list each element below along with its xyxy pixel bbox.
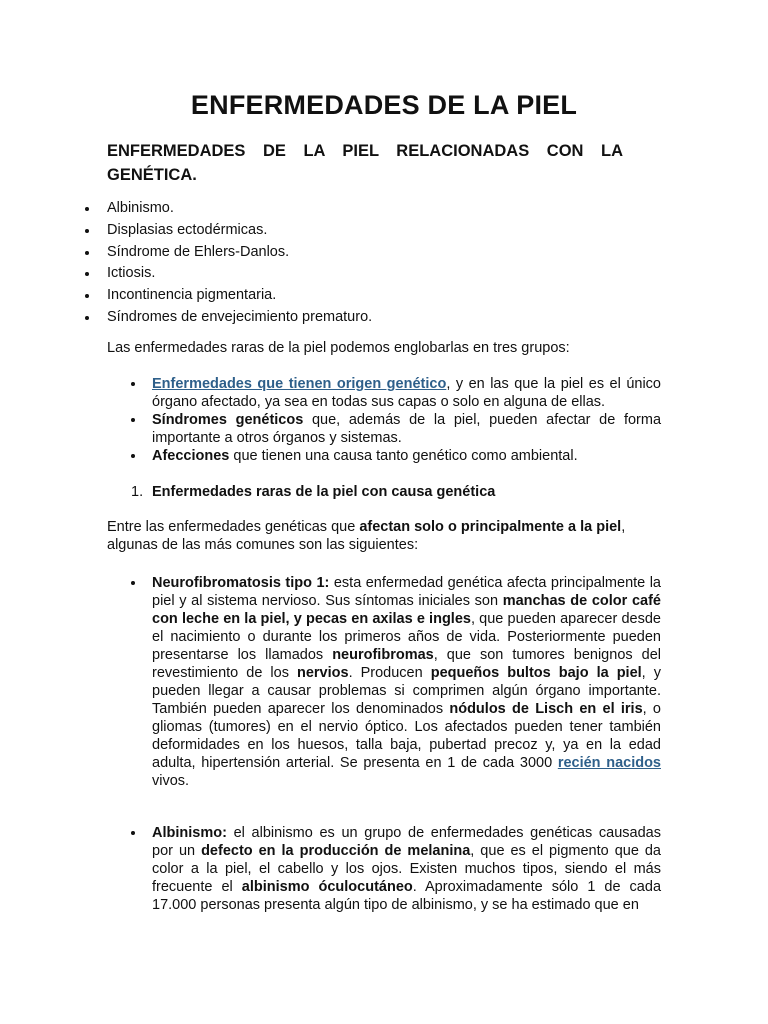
text-bold: manchas de color café con leche en la piel, y pecas en axilas e ingles: [152, 593, 661, 627]
section-subtitle: ENFERMEDADES DE LA PIEL RELACIONADAS CON LA GENÉTICA.: [107, 142, 623, 184]
text-run: vivos.: [152, 773, 190, 789]
list-item-bold: Síndromes genéticos: [152, 412, 304, 428]
text-run: , o gliomas (tumores) en el nervio óptico. Los afectados pueden tener también deformidades en los huesos, talla baja, pubertad precoz y, ya en la edad adulta, hipertensión arterial. Se presenta en 1 de cada 3000: [152, 701, 661, 771]
list-item: Síndromes de envejecimiento prematuro.: [0, 307, 372, 329]
list-item: [0, 411, 661, 447]
list-item: [0, 824, 661, 914]
intro-paragraph: Las enfermedades raras de la piel podemos englobarlas en tres grupos:: [107, 340, 570, 356]
list-item-bold: Afecciones: [152, 448, 230, 464]
genetic-origin-link[interactable]: Enfermedades que tienen origen genético: [152, 376, 447, 392]
section-heading: Enfermedades raras de la piel con causa genética: [152, 484, 496, 500]
paragraph: [107, 518, 661, 554]
text-bold: Albinismo:: [152, 825, 227, 841]
list-item: [0, 574, 661, 790]
list-item: Ictiosis.: [0, 263, 372, 285]
genetic-diseases-list: [0, 198, 372, 329]
list-item-text: que tienen una causa tanto genético como ambiental.: [229, 448, 578, 464]
section-number: 1.: [131, 484, 144, 500]
neurofibromatosis-list: [0, 574, 661, 790]
list-item: Síndrome de Ehlers-Danlos.: [0, 242, 372, 264]
text-run: Entre las enfermedades genéticas que: [107, 519, 360, 535]
list-item: [0, 375, 661, 411]
text-run: , algunas de las más comunes son las siguientes:: [107, 519, 626, 553]
list-item-text: , y en las que la piel es el único órgano afectado, ya sea en todas sus capas o solo en alguna de ellas.: [152, 376, 662, 410]
text-bold: defecto en la producción de melanina: [201, 843, 471, 859]
groups-list: [0, 375, 661, 465]
list-item: Incontinencia pigmentaria.: [0, 285, 372, 307]
list-item: Albinismo.: [0, 198, 372, 220]
text-run: el albinismo es un grupo de enfermedades genéticas causadas por un: [152, 825, 661, 859]
text-run: . Aproximadamente sólo 1 de cada 17.000 personas presenta algún tipo de albinismo, y se ha estimado que en: [152, 879, 662, 913]
text-run: , y pueden llegar a causar problemas si comprimen algún órgano importante. También pueden aparecer los denominados: [152, 665, 661, 717]
text-bold: pequeños bultos bajo la piel: [430, 665, 642, 681]
text-run: , que es el pigmento que da color a la piel, el cabello y los ojos. Existen muchos tipos, siendo el más frecuente el: [152, 843, 661, 895]
text-run: . Producen: [348, 665, 431, 681]
text-run: , que pueden aparecer desde el nacimiento o durante los primeros años de vida. Posteriormente pueden presentarse los llamados: [152, 611, 661, 663]
text-bold: afectan solo o principalmente a la piel: [359, 519, 622, 535]
list-item-text: que, además de la piel, pueden afectar de forma importante a otros órganos y sistemas.: [152, 412, 662, 446]
page-title: ENFERMEDADES DE LA PIEL: [190, 90, 578, 120]
text-bold: Neurofibromatosis tipo 1:: [152, 575, 330, 591]
text-bold: nervios: [296, 665, 349, 681]
text-bold: neurofibromas: [332, 647, 434, 663]
newborns-link[interactable]: recién nacidos: [557, 755, 661, 771]
list-item: [0, 447, 661, 465]
text-run: esta enfermedad genética afecta principalmente la piel y al sistema nervioso. Sus síntomas iniciales son: [152, 575, 661, 609]
list-item: Displasias ectodérmicas.: [0, 220, 372, 242]
text-bold: albinismo óculocutáneo: [241, 879, 413, 895]
text-bold: nódulos de Lisch en el iris: [449, 701, 643, 717]
albinism-list: [0, 824, 661, 914]
text-run: , que son tumores benignos del revestimiento de los: [152, 647, 661, 681]
